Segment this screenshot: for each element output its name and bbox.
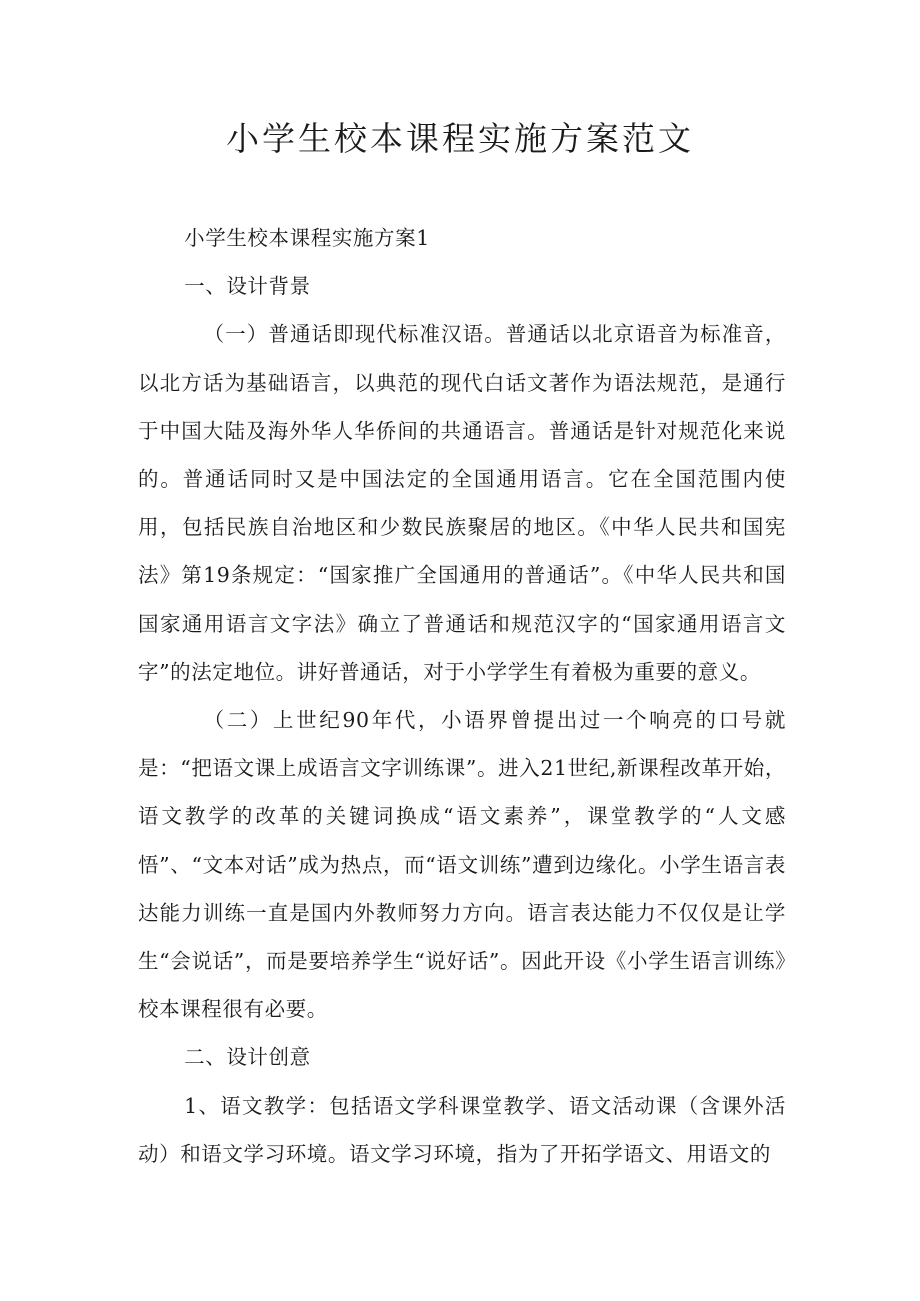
paragraph-language-training: （二）上世纪90年代，小语界曾提出过一个响亮的口号就是：“把语文课上成语言文字训练课”。进入21世纪,新课程改革开始，语文教学的改革的关键词换成“语文素养”，课堂教学的“人文感悟”、“文本对话”成为热点，而“语文训练”遭到边缘化。小学生语言表达能力训练一直是国内外教师努力方向。语言表达能力不仅仅是让学生“会说话”，而是要培养学生“说好话”。因此开设《小学生语言训练》校本课程很有必要。 <box>138 708 786 1022</box>
section-heading-design: 二、设计创意 <box>184 1045 311 1070</box>
paragraph-putonghua: （一）普通话即现代标准汉语。普通话以北京语音为标准音，以北方话为基础语言，以典范的现代白话文著作为语法规范，是通行于中国大陆及海外华人华侨间的共通语言。普通话是针对规范化来说的。普通话同时又是中国法定的全国通用语言。它在全国范围内使用，包括民族自治地区和少数民族聚居的地区。《中华人民共和国宪法》第19条规定：“国家推广全国通用的普通话”。《中华人民共和国国家通用语言文字法》确立了普通话和规范汉字的“国家通用语言文字”的法定地位。讲好普通话，对于小学学生有着极为重要的意义。 <box>138 322 786 684</box>
document-body <box>138 214 786 1178</box>
section-heading-background: 一、设计背景 <box>184 274 311 299</box>
document-title: 小学生校本课程实施方案范文 <box>226 119 694 158</box>
document-subtitle: 小学生校本课程实施方案1 <box>184 226 430 250</box>
paragraph-chinese-teaching: 1、语文教学：包括语文学科课堂教学、语文活动课（含课外活动）和语文学习环境。语文学习环境，指为了开拓学语文、用语文的 <box>138 1093 786 1166</box>
